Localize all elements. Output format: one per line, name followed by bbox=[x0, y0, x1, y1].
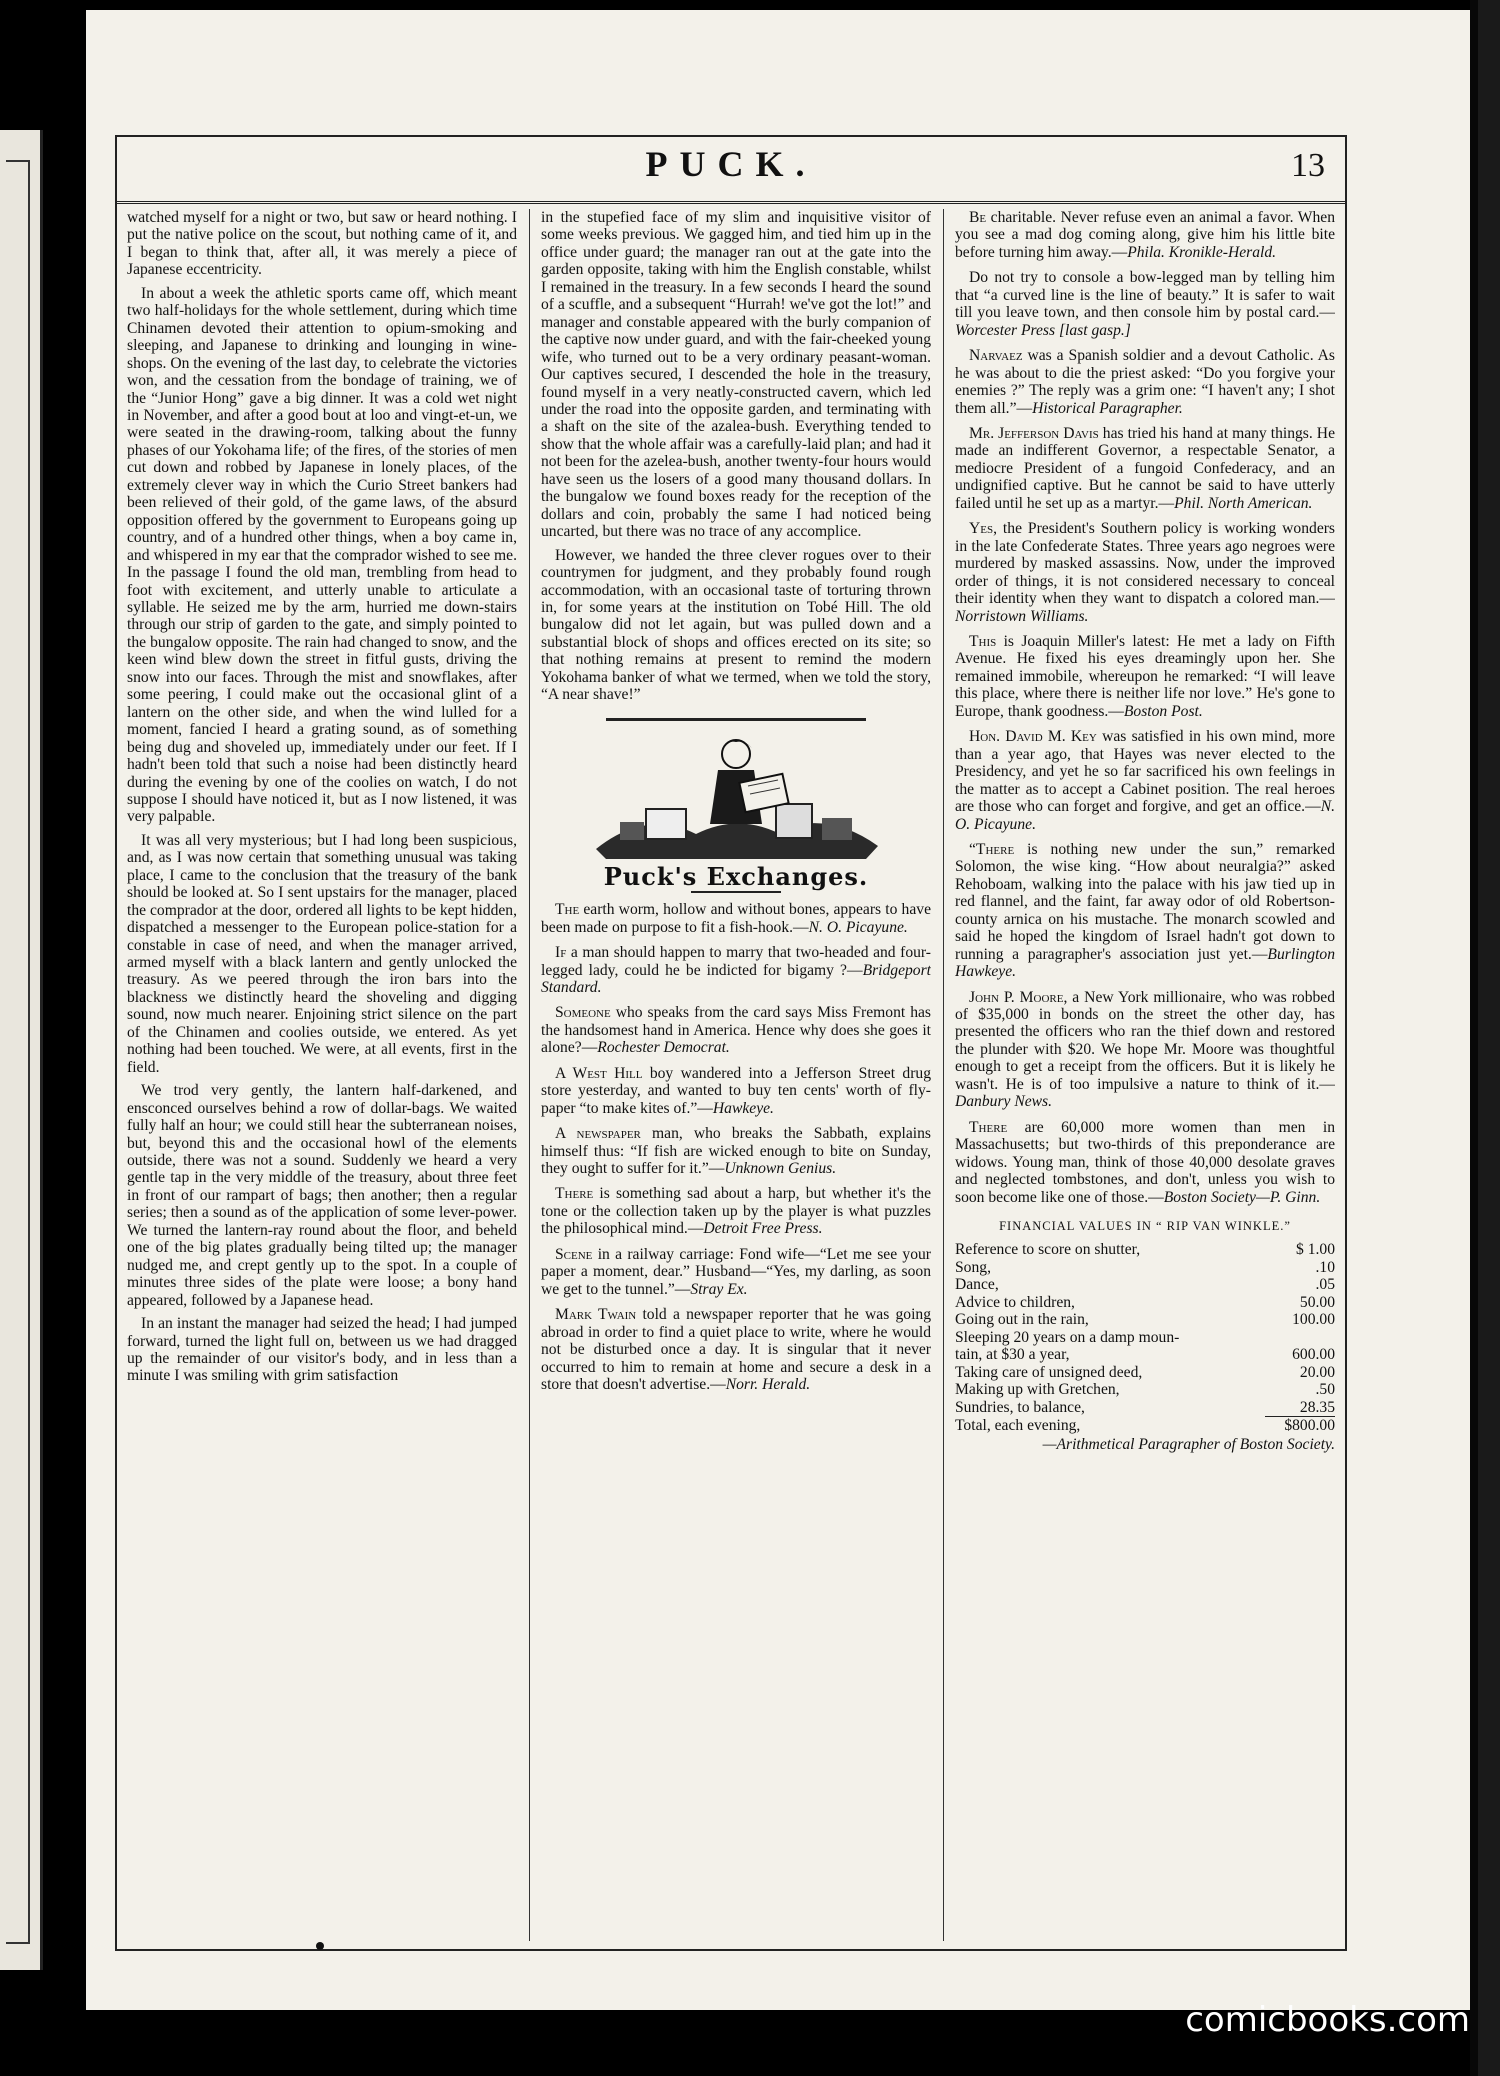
item-text: Do not try to console a bow-legged man by telling him that “a curved line is the line of beauty.” It is safer to wait till you leave town, and then console him by postal card.— bbox=[955, 269, 1335, 322]
story-paragraph: watched myself for a night or two, but saw or heard nothing. I put the native police on the scout, but nothing came of it, and I began to think that, after all, it was merely a piece of Japanese eccentricity. bbox=[127, 209, 517, 279]
column-1 bbox=[127, 209, 517, 1941]
previous-page-edge bbox=[0, 130, 43, 1970]
item-source: Boston Post. bbox=[1123, 702, 1203, 720]
exchange-item bbox=[541, 901, 931, 936]
column-2 bbox=[541, 209, 931, 1941]
paragraph-item bbox=[955, 520, 1335, 625]
table-total-row bbox=[955, 1417, 1335, 1435]
item-text: boy wandered into a Jefferson Street drug store yesterday, and wanted to buy ten cents' worth of fly-paper “to make kites of.”— bbox=[541, 1064, 931, 1117]
item-source: Norristown Williams. bbox=[955, 607, 1089, 625]
item-lead: There bbox=[555, 1185, 594, 1203]
item-lead: If bbox=[555, 944, 567, 962]
row-label: Making up with Gretchen, bbox=[955, 1381, 1120, 1399]
exchanges-illustration bbox=[586, 714, 886, 864]
row-label: Song, bbox=[955, 1258, 991, 1276]
exchange-item bbox=[541, 1246, 931, 1298]
exchanges-heading: Puck's Exchanges. bbox=[603, 861, 869, 891]
page-bullet bbox=[316, 1942, 324, 1950]
paragraph-item bbox=[955, 633, 1335, 720]
row-label: Advice to children, bbox=[955, 1293, 1075, 1311]
table-row bbox=[955, 1294, 1335, 1311]
table-row bbox=[955, 1329, 1335, 1346]
financial-table-title: FINANCIAL VALUES IN “ RIP VAN WINKLE.” bbox=[999, 1219, 1291, 1234]
item-text: man, who breaks the Sabbath, explains himself thus: “If fish are wicked enough to bite on Sunday, they ought to suffer for it.”— bbox=[541, 1125, 931, 1178]
item-lead: Scene bbox=[555, 1245, 593, 1263]
table-row bbox=[955, 1381, 1335, 1398]
table-row bbox=[955, 1364, 1335, 1381]
row-label: Sleeping 20 years on a damp moun- bbox=[955, 1328, 1180, 1346]
row-label: Sundries, to balance, bbox=[955, 1398, 1085, 1416]
item-source: Norr. Herald. bbox=[725, 1376, 811, 1394]
paragraph-item bbox=[955, 989, 1335, 1111]
exchanges-list bbox=[541, 901, 931, 1393]
item-source: Worcester Press [last gasp.] bbox=[955, 321, 1131, 339]
table-row bbox=[955, 1346, 1335, 1363]
exchange-item bbox=[541, 1125, 931, 1177]
table-row bbox=[955, 1311, 1335, 1328]
row-amount: 28.35 bbox=[1299, 1398, 1335, 1416]
row-amount: 50.00 bbox=[1299, 1293, 1335, 1311]
item-lead: “There bbox=[969, 840, 1015, 858]
row-amount: 100.00 bbox=[1292, 1311, 1335, 1329]
exchange-item bbox=[541, 1185, 931, 1237]
row-label: Going out in the rain, bbox=[955, 1311, 1089, 1329]
watermark: comicbooks.com bbox=[1185, 2000, 1470, 2040]
row-amount: 20.00 bbox=[1299, 1363, 1335, 1381]
item-text: in a railway carriage: Fond wife—“Let me see your paper a moment, dear.” Husband—“Yes, my darling, as soon we get to the tunnel.”— bbox=[541, 1245, 931, 1298]
item-source: Hawkeye. bbox=[712, 1099, 774, 1117]
column-divider bbox=[529, 209, 530, 1941]
item-lead: John P. Moore, bbox=[969, 988, 1068, 1006]
column-divider bbox=[943, 209, 944, 1941]
item-lead: Narvaez bbox=[969, 347, 1023, 365]
item-source: Danbury News. bbox=[955, 1093, 1053, 1111]
item-text: the President's Southern policy is working wonders in the late Confederate States. Three years ago negroes were murdered by masked assassins. Now, under the improved order of things, it is not considered necessary to conceal their identity when they want to dispatch a colored man.— bbox=[955, 520, 1335, 608]
item-source: Bridgeport Standard. bbox=[541, 961, 931, 996]
paragraph-item bbox=[955, 425, 1335, 512]
item-text: is something sad about a harp, but whether it's the tone or the collection taken up by the player is what puzzles the philosophical mind.— bbox=[541, 1185, 931, 1238]
item-lead: Mr. Jefferson Davis bbox=[969, 424, 1099, 442]
item-source: Historical Paragrapher. bbox=[1032, 399, 1183, 417]
total-label: Total, each evening, bbox=[955, 1416, 1081, 1434]
row-label: Reference to score on shutter, bbox=[955, 1241, 1141, 1259]
item-lead: There bbox=[969, 1118, 1008, 1136]
total-amount: $800.00 bbox=[1265, 1417, 1335, 1435]
table-row bbox=[955, 1399, 1335, 1417]
column-3 bbox=[955, 209, 1335, 1941]
item-text: a man should happen to marry that two-headed and four-legged lady, could he be indicted for bigamy ?— bbox=[541, 944, 931, 979]
item-lead: A West Hill bbox=[555, 1064, 643, 1082]
item-text: charitable. Never refuse even an animal a favor. When you see a mad dog coming along, give him his little bite before turning him away.— bbox=[955, 209, 1335, 261]
paragraph-item bbox=[955, 347, 1335, 417]
masthead bbox=[117, 137, 1345, 203]
exchange-item bbox=[541, 944, 931, 996]
row-amount: $ 1.00 bbox=[1296, 1241, 1335, 1259]
story-paragraph: However, we handed the three clever rogues over to their countrymen for judgment, and they probably found rough accommodation, with an occasional taste of torturing thrown in, for some years at the institution on Tobé Hill. The old bungalow did not let again, but was pulled down and a substantial block of shops and offices erected on its site; so that nothing remains at present to remind the modern Yokohama banker of what we termed, when we told the story, “A near shave!” bbox=[541, 546, 931, 704]
financial-credit: —Arithmetical Paragrapher of Boston Society. bbox=[1042, 1436, 1335, 1454]
item-source: Unknown Genius. bbox=[724, 1160, 837, 1178]
story-paragraph: In about a week the athletic sports came off, which meant two half-holidays for the whole settlement, during which time Chinamen devoted their attention to opium-smoking and sleeping, and Japanese to drinking and lounging in wine-shops. On the evening of the last day, to celebrate the victories won, and the cessation from the bondage of training, we of the “Junior Hong” gave a big dinner. It was a cold wet night in November, and after a good bout at loo and vingt-et-un, we were seated in the drawing-room, talking about the funny phases of our Yokohama life; of the fires, of the stories of men cut down and robbed by Japanese in lonely places, of the extremely clever way in which the Curio Street bankers had been relieved of their gold, of the game laws, of the absurd opposition offered by the government to Europeans going up country, and of a hundred other things, when a boy came in, and whispered in my ear that the comprador wished to see me. In the passage I found the old man, trembling from head to foot with excitement, and utterly unable to articulate a syllable. He seized me by the arm, hurried me down-stairs through our strip of garden to the gate, and simply pointed to the bungalow opposite. The rain had changed to snow, and the keen wind blew down the street in fitful gusts, driving the snow into our faces. Through the mist and snowflakes, after some peering, I could make out the occasional glint of a lantern on the other side, and when the wind lulled for a moment, fancied I heard a grating sound, as of something being dug and shoveled up, immediately under our feet. If I hadn't been told that such a noise had been distinctly heard during the evening by one of the coolies on watch, I do not suppose I should have noticed it, but as I now listened, it was very palpable. bbox=[127, 284, 517, 826]
item-source: N. O. Picayune. bbox=[955, 798, 1335, 833]
table-row bbox=[955, 1276, 1335, 1293]
item-text: was a Spanish soldier and a devout Catholic. As he was about to die the priest asked: “Do you forgive your enemies ?” The reply was a grim one: “I haven't any; I shot them all.”— bbox=[955, 347, 1335, 417]
row-label: Dance, bbox=[955, 1276, 999, 1294]
item-text: is nothing new under the sun,” remarked Solomon, the wise king. “How about neuralgia?” asked Rehoboam, walking into the palace with his jaw tied up in red flannel, and the faint, far away odor of old Robertson-county arnica on his mustache. The monarch scowled and said he hoped the kingdom of Israel hadn't got down to running a paragrapher's association just yet.— bbox=[955, 840, 1335, 963]
item-lead: Be bbox=[969, 209, 987, 226]
table-row bbox=[955, 1259, 1335, 1276]
next-page-edge bbox=[1478, 0, 1500, 2076]
item-lead: The bbox=[555, 901, 580, 919]
row-amount: .10 bbox=[1315, 1258, 1335, 1276]
item-source: Boston Society—P. Ginn. bbox=[1163, 1188, 1321, 1206]
item-text: has tried his hand at many things. He made an indifferent Governor, a respectable Senator, a mediocre President of a fungoid Confederacy, and an undignified captive. But he cannot be said to have utterly failed until he set up as a martyr.— bbox=[955, 424, 1335, 512]
heading-rule bbox=[691, 891, 781, 893]
paragraph-item bbox=[955, 209, 1335, 261]
row-label: tain, at $30 a year, bbox=[955, 1346, 1070, 1364]
item-source: N. O. Picayune. bbox=[808, 918, 908, 936]
paragraph-item bbox=[955, 269, 1335, 339]
item-source: Phila. Kronikle-Herald. bbox=[1127, 243, 1277, 261]
paragraph-item bbox=[955, 728, 1335, 833]
item-text: who speaks from the card says Miss Fremont has the handsomest hand in America. Hence why does she goes it alone?— bbox=[541, 1004, 931, 1057]
row-amount: .50 bbox=[1315, 1381, 1335, 1399]
paragraph-item bbox=[955, 841, 1335, 981]
item-text: a New York millionaire, who was robbed of $35,000 in bonds on the street the other day, has presented the officers who ran the thief down and restored the plunder with $20. We hope Mr. Moore was thoughtful enough to get a receipt from the officers. But it is likely he wasn't. He is of too impulsive a nature to think of it.— bbox=[955, 988, 1335, 1093]
item-text: is Joaquin Miller's latest: He met a lady on Fifth Avenue. He fixed his eyes dreamingly upon her. She remained immobile, whereupon he remarked: “I will leave this place, where there is neither life nor love.” He's gone to Europe, thank goodness.— bbox=[955, 632, 1335, 720]
item-source: Rochester Democrat. bbox=[597, 1039, 730, 1057]
previous-page-border bbox=[6, 160, 30, 1944]
row-amount: .05 bbox=[1315, 1276, 1335, 1294]
row-amount bbox=[1265, 1329, 1335, 1346]
paragraph-item bbox=[955, 1119, 1335, 1206]
item-lead: A newspaper bbox=[555, 1125, 641, 1143]
story-paragraph: It was all very mysterious; but I had long been suspicious, and, as I was now certain that something unusual was taking place, I came to the conclusion that the treasury of the bank should be looked at. So I sent upstairs for the manager, placed the comprador at the door, ordered all lights to be kept hidden, dispatched a messenger to the European police-station for a constable in case of need, and when the manager arrived, armed myself with a black lantern and gently unlocked the treasury. As we peered through the iron bars into the blackness we distinctly heard the shoveling and digging sound, now much nearer. Enjoining strict silence on the part of the Chinamen and coolies outside, we entered. As yet nothing had been touched. We were, at all events, first in the field. bbox=[127, 831, 517, 1076]
row-label: Taking care of unsigned deed, bbox=[955, 1363, 1143, 1381]
item-lead: Someone bbox=[555, 1004, 611, 1022]
story-paragraph: In an instant the manager had seized the head; I had jumped forward, turned the light full on, between us we had dragged up the remainder of our visitor's body, and in less than a minute I was smiling with grim satisfaction bbox=[127, 1315, 517, 1385]
item-source: Phil. North American. bbox=[1174, 494, 1313, 512]
item-text: was satisfied in his own mind, more than a year ago, that Hayes was never elected to the Presidency, and yet he so far sacrificed his own feelings in the matter as to accept a Cabinet position. The real heroes are those who can forget and forgive, and get an office.— bbox=[955, 728, 1335, 816]
masthead-rule bbox=[117, 201, 1345, 204]
page-number: 13 bbox=[1291, 147, 1325, 184]
exchange-item bbox=[541, 1306, 931, 1393]
item-source: Detroit Free Press. bbox=[703, 1220, 823, 1238]
item-text: are 60,000 more women than men in Massachusetts; but two-thirds of this preponderance are widows. Young man, think of those 40,000 desolate graves and neglected tombstones, and don't, unless you wish to soon become like one of those.— bbox=[955, 1118, 1335, 1206]
row-amount: 600.00 bbox=[1292, 1346, 1335, 1364]
item-text: told a newspaper reporter that he was going abroad in order to find a quiet place to write, where he would not be disturbed once a day. It is singular that it never occurred to him to remain at home and secure a desk in a store that doesn't advertise.— bbox=[541, 1306, 931, 1394]
table-row bbox=[955, 1241, 1335, 1258]
masthead-title: PUCK. bbox=[645, 144, 817, 184]
page-frame bbox=[115, 135, 1347, 1951]
item-lead: Hon. David M. Key bbox=[969, 728, 1097, 746]
item-source: Stray Ex. bbox=[690, 1280, 748, 1298]
financial-values-table bbox=[955, 1241, 1335, 1434]
story-paragraph: We trod very gently, the lantern half-darkened, and ensconced ourselves behind a row of dollar-bags. We waited fully half an hour; we could still hear the subterranean noises, but, beyond this and the occasional howl of the elements outside, there was not a sound. Suddenly we heard a very gentle tap in the very middle of the treasury, about three feet in front of our rampart of bags; then another; then a regular series; then a sound as of the application of some lever-power. We turned the lantern-ray round about the floor, and beheld one of the big plates gradually being tilted up; the manager nudged me, and crept gently up to the spot. In a couple of minutes three sides of the plate were loose; a bony hand appeared, followed by a Japanese head. bbox=[127, 1082, 517, 1309]
item-source: Burlington Hawkeye. bbox=[955, 945, 1335, 981]
exchange-item bbox=[541, 1004, 931, 1056]
story-paragraph: in the stupefied face of my slim and inquisitive visitor of some weeks previous. We gagged him, and tied him up in the office under guard; the manager ran out at the gate into the garden opposite, taking with him the English constable, whilst I remained in the treasury. In a few seconds I heard the sound of a scuffle, and a subsequent “Hurrah! we've got the lot!” and manager and constable appeared with the burly companion of the captive now under guard, and with the fair-cheeked young wife, who turned out to be a very ordinary peasant-woman. Our captives secured, I descended the hole in the treasury, found myself in a very neatly-constructed cavern, which led under the road into the opposite garden, and terminating with a shaft on the site of the azalea-bush. Everything tended to show that the whole affair was a carefully-laid plan; and had it not been for the azelea-bush, another twenty-four hours would have seen us the losers of a good many thousand dollars. In the bungalow we found boxes ready for the reception of the dollars and coin, probably the same I had noticed being uncarted, but there was no trace of any accomplice. bbox=[541, 209, 931, 541]
item-lead: This bbox=[969, 632, 997, 650]
item-lead: Yes, bbox=[969, 520, 997, 538]
item-lead: Mark Twain bbox=[555, 1306, 637, 1324]
item-text: earth worm, hollow and without bones, appears to have been made on purpose to fit a fish-hook.— bbox=[541, 901, 931, 936]
exchange-item bbox=[541, 1065, 931, 1117]
